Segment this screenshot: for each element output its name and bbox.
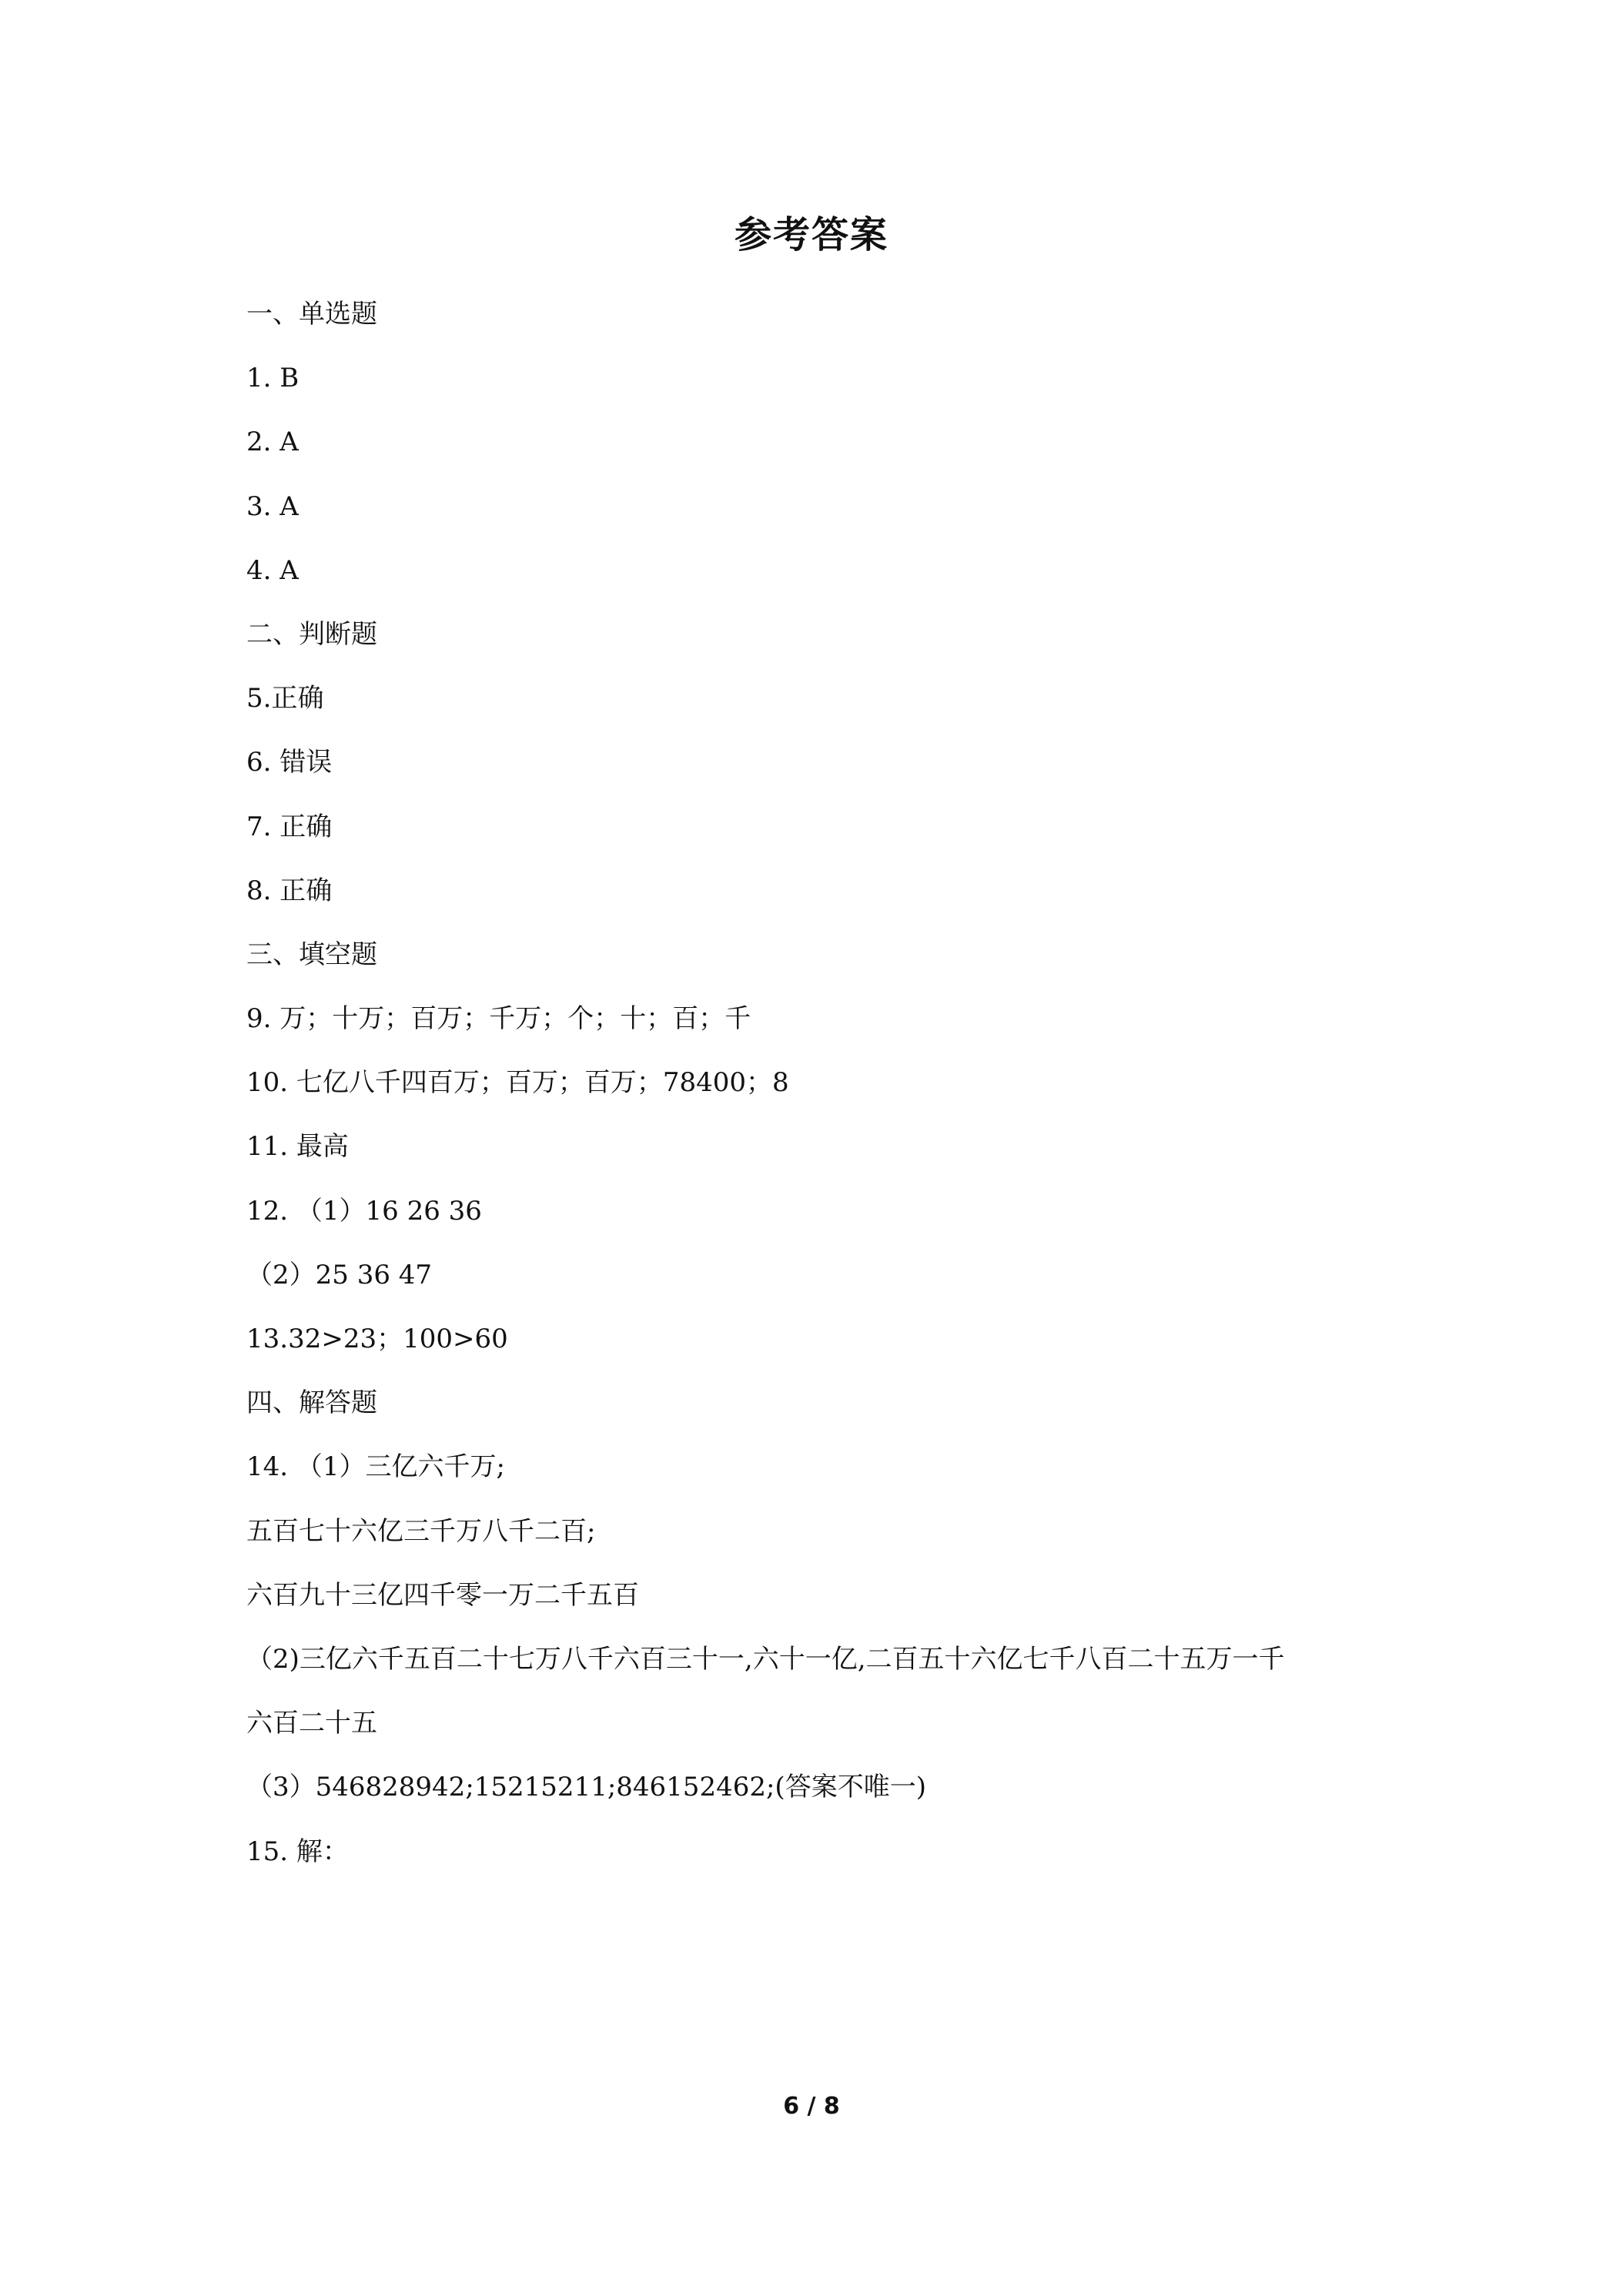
answer-line-1: 1. B: [246, 363, 300, 394]
answer-line-14-part-1: 14. （1）三亿六千万;: [246, 1451, 505, 1483]
section-heading-fill-blank: 三、填空题: [246, 939, 377, 970]
section-heading-problem-solving: 四、解答题: [246, 1387, 377, 1419]
answer-list: [246, 291, 1401, 1893]
page-title: 参考答案: [734, 213, 888, 256]
answer-line-14-part-2b: 六百二十五: [246, 1708, 377, 1739]
answer-line-14-part-2: （2)三亿六千五百二十七万八千六百三十一,六十一亿,二百五十六亿七千八百二十五万一千: [246, 1643, 1285, 1675]
answer-line-3: 3. A: [246, 490, 299, 522]
answer-line-10: 10. 七亿八千四百万；百万；百万；78400；8: [246, 1067, 789, 1099]
answer-line-14-part-3: （3）546828942;15215211;846152462;(答案不唯一): [246, 1772, 926, 1803]
answer-line-12-part-1: 12. （1）16 26 36: [246, 1195, 482, 1227]
page-number: 6 / 8: [783, 2093, 840, 2120]
answer-line-9: 9. 万；十万；百万；千万；个；十；百；千: [246, 1003, 751, 1035]
answer-line-4: 4. A: [246, 554, 299, 586]
answer-line-5: 5.正确: [246, 683, 324, 715]
answer-line-11: 11. 最高: [246, 1131, 349, 1163]
answer-line-15: 15. 解：: [246, 1836, 349, 1867]
answer-line-6: 6. 错误: [246, 747, 333, 778]
answer-line-2: 2. A: [246, 427, 299, 458]
answer-line-14-part-1b: 五百七十六亿三千万八千二百;: [246, 1515, 596, 1547]
answer-line-12-part-2: （2）25 36 47: [246, 1259, 433, 1290]
section-heading-true-false: 二、判断题: [246, 618, 377, 650]
answer-line-13: 13.32>23；100>60: [246, 1324, 508, 1354]
answer-line-7: 7. 正确: [246, 811, 333, 842]
section-heading-single-choice: 一、单选题: [246, 299, 377, 330]
answer-line-8: 8. 正确: [246, 875, 333, 906]
answer-line-14-part-1c: 六百九十三亿四千零一万二千五百: [246, 1579, 639, 1611]
